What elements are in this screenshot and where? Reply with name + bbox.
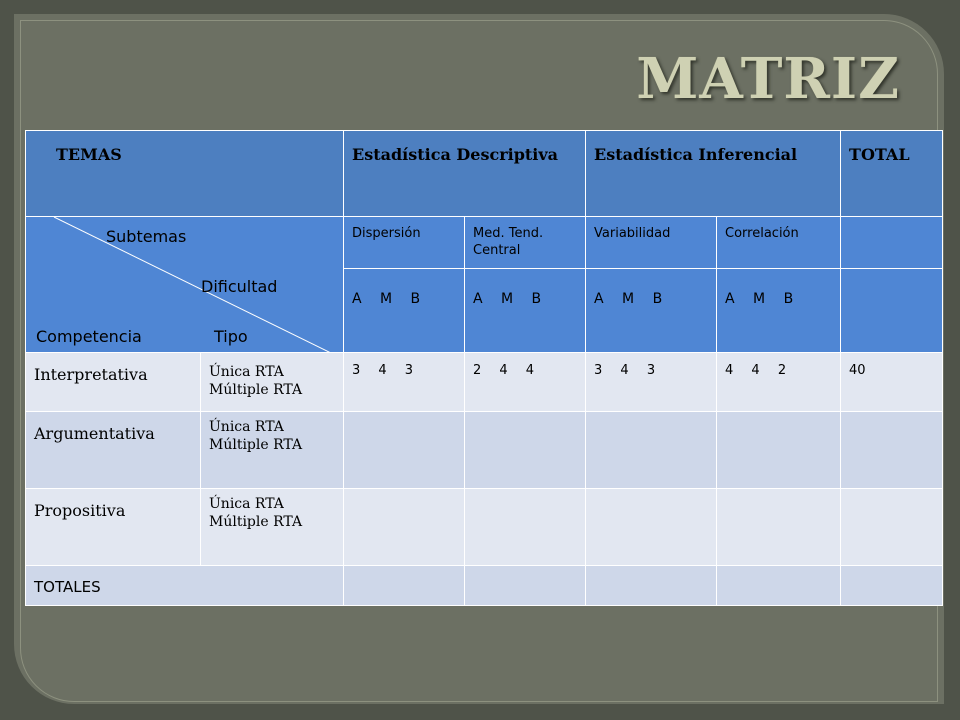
value-cell: [344, 489, 464, 499]
totales-label: TOTALES: [34, 578, 101, 596]
competencia-propositiva: Propositiva: [34, 501, 126, 520]
competencia-interpretativa: Interpretativa: [34, 365, 148, 384]
tipo-label: Tipo: [214, 327, 248, 346]
diagonal-cell: [26, 217, 344, 353]
tipo-argumentativa: Única RTA Múltiple RTA: [209, 419, 303, 453]
value-cell: [717, 412, 840, 422]
dificultad-label: Dificultad: [201, 277, 278, 296]
matrix-table: [25, 130, 943, 606]
amb-3: A M B: [594, 291, 663, 307]
value-cell: [344, 412, 464, 422]
totales-row: [26, 566, 943, 606]
tipo-propositiva: Única RTA Múltiple RTA: [209, 496, 303, 530]
subtema-correlacion: Correlación: [725, 226, 799, 241]
value-cell: 3 4 3: [594, 363, 656, 378]
subtema-med-tend: Med. Tend. Central: [473, 226, 544, 258]
value-cell: [717, 489, 840, 499]
amb-1: A M B: [352, 291, 421, 307]
row-total: [841, 412, 942, 422]
header-row: [26, 131, 943, 217]
subtemas-label: Subtemas: [106, 227, 187, 246]
value-cell: 3 4 3: [352, 363, 414, 378]
table-row: [26, 353, 943, 412]
row-total: 40: [849, 363, 866, 378]
temas-header: TEMAS: [56, 145, 122, 164]
competencia-label: Competencia: [36, 327, 142, 346]
value-cell: [465, 412, 585, 422]
row-total: [841, 489, 942, 499]
subtema-dispersion: Dispersión: [352, 226, 421, 241]
tipo-interpretativa: Única RTA Múltiple RTA: [209, 364, 303, 398]
value-cell: 4 4 2: [725, 363, 787, 378]
value-cell: 2 4 4: [473, 363, 535, 378]
subtemas-row: [26, 217, 943, 269]
competencia-argumentativa: Argumentativa: [34, 424, 155, 443]
value-cell: [465, 489, 585, 499]
value-cell: [586, 489, 716, 499]
subtema-variabilidad: Variabilidad: [594, 226, 671, 241]
inferencial-header: Estadística Inferencial: [594, 145, 798, 164]
value-cell: [586, 412, 716, 422]
table-row: [26, 489, 943, 566]
amb-4: A M B: [725, 291, 794, 307]
table-row: [26, 412, 943, 489]
amb-2: A M B: [473, 291, 542, 307]
descriptiva-header: Estadística Descriptiva: [352, 145, 559, 164]
slide-title: MATRIZ: [636, 46, 900, 112]
total-header: TOTAL: [849, 145, 910, 164]
